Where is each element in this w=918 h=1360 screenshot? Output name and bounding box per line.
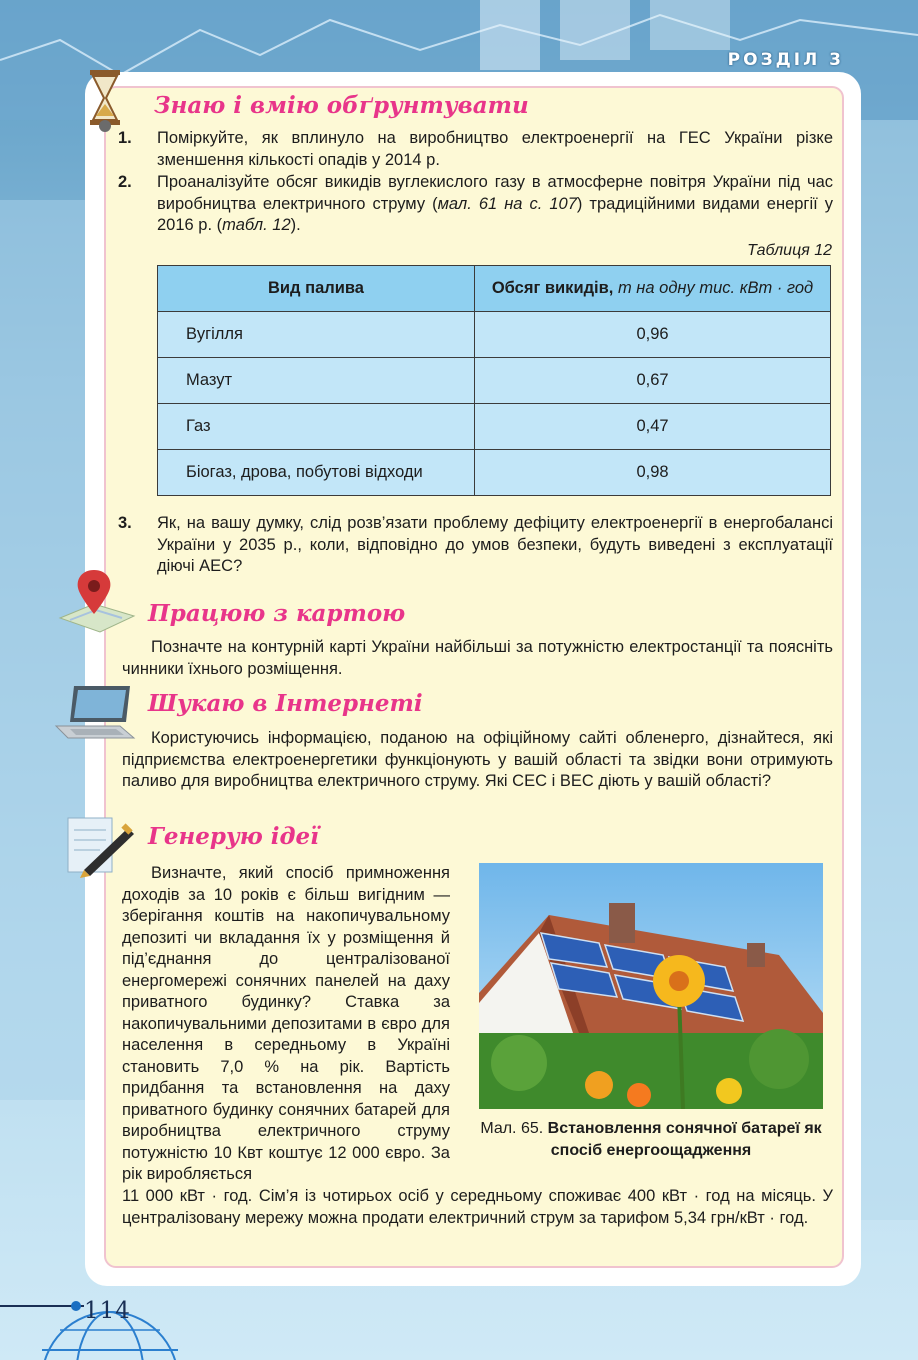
heading-generating-ideas: Генерую ідеї xyxy=(148,823,319,850)
question-2-text xyxy=(157,172,833,237)
question-number-2: 2. xyxy=(118,173,132,191)
solar-house-photo xyxy=(479,863,823,1109)
table-header-emissions xyxy=(475,266,831,312)
question-2-ref-figure: мал. 61 на с. 107 xyxy=(437,194,577,213)
internet-task-text: Користуючись інформацією, поданою на офіційному сайті обленерго, дізнайтеся, які підприємства електроенергетики функціонують у вашій області та звідки вони отримують паливо для виробництва електричного струму. Які СЕС і ВЕС діють у вашій області? xyxy=(122,729,833,790)
heading-know-and-justify: Знаю і вмію обґрунтувати xyxy=(154,92,529,119)
table-header-fuel: Вид палива xyxy=(158,266,475,312)
table-cell-value: 0,67 xyxy=(475,358,831,404)
solar-house-illustration xyxy=(479,863,823,1109)
table-cell-fuel: Мазут xyxy=(158,358,475,404)
table-caption: Таблиця 12 xyxy=(747,242,832,259)
table-header-emissions-label: Обсяг викидів, xyxy=(491,279,614,297)
table-cell-value: 0,98 xyxy=(475,450,831,496)
heading-search-internet: Шукаю в Інтернеті xyxy=(148,690,423,717)
table-row xyxy=(158,404,831,450)
question-number-3: 3. xyxy=(118,514,132,532)
question-2-part-b: ) традиційними видами енергії у 2016 р. ( xyxy=(157,194,833,234)
question-2-ref-table: табл. 12 xyxy=(222,216,291,234)
table-cell-fuel: Вугілля xyxy=(158,312,475,358)
map-pin-icon xyxy=(56,566,138,636)
question-2-part-a: Проаналізуйте обсяг викидів вуглекислого газу в атмосферне повітря України під час виробництва електричного струму ( xyxy=(157,173,833,213)
figure-title: Встановлення сонячної батареї як спосіб енергоощадження xyxy=(547,1120,822,1159)
ideas-task-text-wrapped: Визначте, який спосіб примноження доходів за 10 років є більш вигідним — зберігання коштів на накопичувальному депозиті чи вкладання їх у розміщення й під’єднання до централізованої енергомережі сонячних панелей на даху приватного будинку? Ставка за накопичувальними депозитами в євро для населення в середньому в Україні становить 7,0 % на рік. Вартість придбання та встановлення на даху приватного будинку сонячних батарей для виробництва електричного струму потужністю 10 Квт коштує 12 000 євро. За рік виробляється xyxy=(122,864,450,1183)
table-cell-value: 0,96 xyxy=(475,312,831,358)
table-cell-fuel: Біогаз, дрова, побутові відходи xyxy=(158,450,475,496)
figure-label: Мал. 65. xyxy=(480,1120,544,1137)
question-1-text: Поміркуйте, як вплинуло на виробництво електроенергії на ГЕС України різке зменшення кількості опадів у 2014 р. xyxy=(157,129,833,169)
question-2-part-c: ). xyxy=(290,216,301,234)
table-cell-value: 0,47 xyxy=(475,404,831,450)
figure-caption xyxy=(470,1118,832,1162)
question-number-1: 1. xyxy=(118,129,132,147)
emissions-table xyxy=(157,265,831,496)
table-row xyxy=(158,358,831,404)
table-header-row xyxy=(158,266,831,312)
table-row xyxy=(158,450,831,496)
heading-working-with-map: Працюю з картою xyxy=(148,600,406,627)
table-row xyxy=(158,312,831,358)
section-tag: РОЗДІЛ 3 xyxy=(727,50,844,70)
table-header-emissions-unit: т на одну тис. кВт · год xyxy=(617,279,814,297)
question-3-text: Як, на вашу думку, слід розв’язати проблему дефіциту електроенергії в енергобалансі України у 2035 р., коли, відповідно до умов безпеки, будуть виведені з експлуатації діючі АЕС? xyxy=(157,514,833,575)
map-task-text: Позначте на контурній карті України найбільші за потужністю електростанції та поясніть чинники їхнього розміщення. xyxy=(122,638,833,678)
table-cell-fuel: Газ xyxy=(158,404,475,450)
ideas-task-text-full: 11 000 кВт · год. Сім’я із чотирьох осіб у середньому споживає 400 кВт · год на місяць. У централізовану мережу можна продати електричний струм за тарифом 5,34 грн/кВт · год. xyxy=(122,1187,833,1227)
hourglass-icon xyxy=(80,68,130,132)
page-number: 114 xyxy=(84,1298,131,1324)
